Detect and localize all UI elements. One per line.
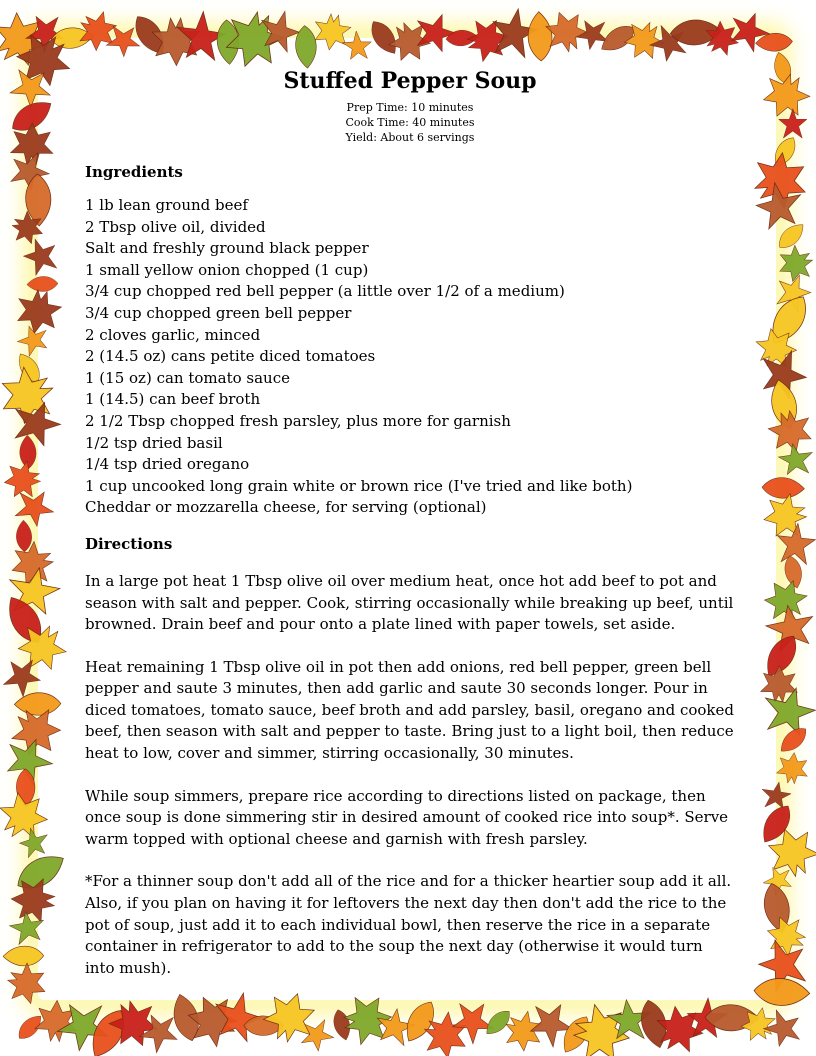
leaf-icon bbox=[13, 287, 64, 338]
leaf-icon bbox=[418, 15, 457, 52]
ingredient-item: 1/4 tsp dried oregano bbox=[85, 455, 250, 474]
ingredient-item: 2 Tbsp olive oil, divided bbox=[85, 217, 266, 236]
leaf-icon bbox=[27, 276, 59, 292]
leaf-icon bbox=[760, 492, 809, 541]
direction-step: In a large pot heat 1 Tbsp olive oil over medium heat, once hot add beef to pot and season with salt and pepper. Cook, stirring occasionally while breaking up beef, until browned. Drain beef and pour onto a plate lined with paper towels, set aside. bbox=[85, 571, 734, 634]
ingredient-item: 1 (15 oz) can tomato sauce bbox=[85, 368, 290, 387]
ingredient-item: Salt and freshly ground black pepper bbox=[85, 239, 369, 258]
leaf-icon bbox=[762, 477, 805, 499]
ingredient-item: 1 small yellow onion chopped (1 cup) bbox=[85, 260, 369, 279]
cook-time: Cook Time: 40 minutes bbox=[345, 116, 475, 129]
direction-step: *For a thinner soup don't add all of the rice and for a thicker heartier soup add it all. Also, if you plan on having it for leftovers the next day then don't add the rice to the pot of soup, just add it to each individual bowl, then reserve the rice in a separate container in refrigerator to add to the soup the next day (otherwise it would turn into mush). bbox=[85, 872, 732, 977]
ingredient-item: 2 cloves garlic, minced bbox=[85, 325, 261, 344]
leaf-icon bbox=[779, 109, 807, 139]
ingredient-item: 1 (14.5) can beef broth bbox=[85, 390, 261, 409]
ingredient-item: 1/2 tsp dried basil bbox=[85, 433, 223, 452]
yield: Yield: About 6 servings bbox=[345, 131, 475, 144]
ingredient-item: 1 cup uncooked long grain white or brown rice (I've tried and like both) bbox=[85, 476, 633, 495]
leaf-icon bbox=[14, 692, 61, 715]
ingredients-list bbox=[85, 195, 735, 519]
leaf-icon bbox=[765, 687, 816, 737]
leaf-icon bbox=[773, 241, 816, 287]
leaf-icon bbox=[366, 16, 403, 58]
leaf-icon bbox=[481, 1006, 514, 1039]
recipe-card bbox=[85, 62, 735, 1000]
directions-heading: Directions bbox=[85, 534, 173, 553]
leaf-icon bbox=[774, 219, 808, 253]
ingredient-item: 1 lb lean ground beef bbox=[85, 196, 248, 214]
ingredient-item: 2 (14.5 oz) cans petite diced tomatoes bbox=[85, 347, 376, 366]
ingredients-heading: Ingredients bbox=[85, 163, 183, 181]
recipe-title: Stuffed Pepper Soup bbox=[283, 68, 537, 94]
leaf-icon bbox=[14, 487, 57, 529]
leaf-icon bbox=[527, 11, 553, 61]
leaf-icon bbox=[2, 959, 53, 1010]
prep-time: Prep Time: 10 minutes bbox=[346, 101, 474, 114]
leaf-icon bbox=[760, 1005, 808, 1053]
direction-step: While soup simmers, prepare rice according to directions listed on package, then once soup is done simmering stir in desired amount of cooked rice into soup*. Serve warm topped with optional cheese and garnish with fresh parsley. bbox=[85, 786, 729, 848]
ingredient-item: 3/4 cup chopped green bell pepper bbox=[85, 303, 352, 322]
leaf-icon bbox=[16, 520, 32, 552]
recipe-meta bbox=[85, 100, 735, 145]
leaf-icon bbox=[311, 12, 352, 53]
ingredient-item: Cheddar or mozzarella cheese, for serving (optional) bbox=[85, 498, 487, 517]
leaf-icon bbox=[776, 751, 810, 785]
leaf-icon bbox=[3, 946, 44, 966]
leaf-icon bbox=[20, 234, 62, 277]
directions-list bbox=[85, 571, 735, 980]
ingredient-item: 2 1/2 Tbsp chopped fresh parsley, plus more for garnish bbox=[85, 411, 511, 430]
direction-step: Heat remaining 1 Tbsp olive oil in pot then add onions, red bell pepper, green bell pepper and saute 3 minutes, then add garlic and saute 30 seconds longer. Pour in diced tomatoes, tomato sauce, beef broth and add parsley, basil, oregano and cooked beef, then season with salt and pepper to taste. Bring just to a light boil, then reduce heat to low, cover and simmer, stirring occasionally, 30 minutes. bbox=[85, 657, 734, 763]
leaf-icon bbox=[765, 406, 816, 457]
leaf-icon bbox=[776, 442, 813, 478]
leaf-icon bbox=[753, 977, 810, 1007]
ingredient-item: 3/4 cup chopped red bell pepper (a little over 1/2 of a medium) bbox=[85, 282, 565, 301]
